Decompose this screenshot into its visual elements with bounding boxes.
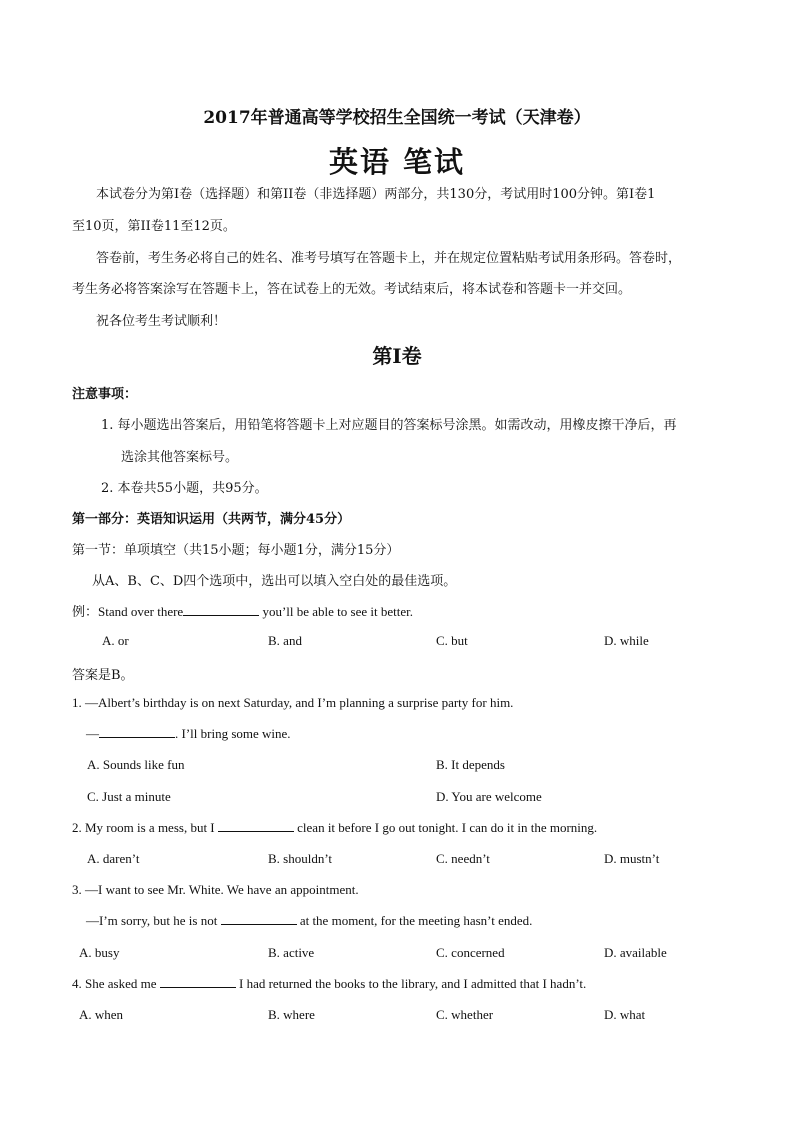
question-1-line-2-pre: — bbox=[86, 726, 99, 741]
notes-item-2: 2. 本卷共55小题，共95分。 bbox=[101, 481, 268, 496]
question-1-option-b: B. It depends bbox=[436, 757, 505, 772]
intro-paragraph-3: 祝各位考生考试顺利！ bbox=[96, 314, 227, 329]
question-3-option-b: B. active bbox=[268, 945, 315, 960]
answer-blank bbox=[183, 604, 259, 616]
question-1-option-c: C. Just a minute bbox=[87, 789, 171, 804]
question-4-option-c: C. whether bbox=[436, 1007, 494, 1022]
exam-subtitle: 英语 笔试 bbox=[328, 145, 466, 179]
answer-blank bbox=[218, 820, 294, 832]
intro-paragraph-1-line-2: 至10页，第II卷11至12页。 bbox=[72, 219, 236, 234]
question-3-line-1: 3. —I want to see Mr. White. We have an appointment. bbox=[72, 882, 359, 897]
question-4-option-a: A. when bbox=[79, 1007, 124, 1022]
exam-title: 2017年普通高等学校招生全国统一考试（天津卷） bbox=[203, 108, 591, 128]
example-option-b: B. and bbox=[268, 633, 302, 648]
question-3-line-2-pre: —I’m sorry, but he is not bbox=[86, 913, 221, 928]
question-3-line-2-post: at the moment, for the meeting hasn’t ended. bbox=[296, 913, 533, 928]
question-4-option-b: B. where bbox=[268, 1007, 315, 1022]
example-stem bbox=[72, 601, 413, 620]
notes-item-1-line-2: 选涂其他答案标号。 bbox=[121, 450, 239, 465]
question-2-option-b: B. shouldn’t bbox=[268, 851, 333, 866]
example-option-c: C. but bbox=[436, 633, 468, 648]
intro-paragraph-2-line-2: 考生务必将答案涂写在答题卡上，答在试卷上的无效。考试结束后，将本试卷和答题卡一并交回。 bbox=[72, 282, 632, 297]
question-1-line-2 bbox=[86, 726, 291, 742]
part1-instruction: 从A、B、C、D四个选项中，选出可以填入空白处的最佳选项。 bbox=[92, 574, 457, 589]
question-2-line-1-post: clean it before I go out tonight. I can do it in the morning. bbox=[293, 820, 598, 835]
question-1-option-d: D. You are welcome bbox=[436, 789, 542, 804]
question-3-option-d: D. available bbox=[604, 945, 667, 960]
example-answer: 答案是B。 bbox=[72, 668, 134, 683]
notes-item-1-line-1: 1. 每小题选出答案后，用铅笔将答题卡上对应题目的答案标号涂黑。如需改动，用橡皮擦干净后，再 bbox=[101, 418, 677, 433]
question-2-line-1-pre: 2. My room is a mess, but I bbox=[72, 820, 218, 835]
question-3-option-a: A. busy bbox=[79, 945, 120, 960]
example-option-a: A. or bbox=[102, 633, 129, 648]
question-1-line-2-post: . I’ll bring some wine. bbox=[175, 726, 291, 741]
answer-blank bbox=[160, 976, 236, 988]
question-2-option-a: A. daren’t bbox=[87, 851, 140, 866]
question-2-line-1 bbox=[72, 820, 597, 836]
answer-blank bbox=[221, 913, 297, 925]
question-4-line-1-post: I had returned the books to the library, and I admitted that I hadn’t. bbox=[235, 976, 587, 991]
intro-paragraph-2-line-1: 答卷前，考生务必将自己的姓名、准考号填写在答题卡上，并在规定位置粘贴考试用条形码。答卷时， bbox=[96, 251, 682, 266]
intro-paragraph-1-line-1: 本试卷分为第I卷（选择题）和第II卷（非选择题）两部分，共130分，考试用时100分钟。第I卷1 bbox=[96, 187, 656, 202]
answer-blank bbox=[99, 726, 175, 738]
question-4-line-1 bbox=[72, 976, 586, 992]
question-3-option-c: C. concerned bbox=[436, 945, 505, 960]
notes-heading: 注意事项： bbox=[72, 387, 138, 402]
question-3-line-2 bbox=[86, 913, 532, 929]
question-1-line-1: 1. —Albert’s birthday is on next Saturday, and I’m planning a surprise party for him. bbox=[72, 695, 514, 710]
question-4-line-1-pre: 4. She asked me bbox=[72, 976, 160, 991]
example-stem-pre: 例：Stand over there bbox=[72, 604, 184, 619]
example-option-d: D. while bbox=[604, 633, 649, 648]
question-2-option-c: C. needn’t bbox=[436, 851, 490, 866]
question-1-option-a: A. Sounds like fun bbox=[87, 757, 185, 772]
example-stem-post: you’ll be able to see it better. bbox=[259, 604, 413, 619]
part1-heading: 第一部分：英语知识运用（共两节，满分45分） bbox=[72, 512, 351, 527]
section-title: 第I卷 bbox=[372, 344, 422, 368]
question-2-option-d: D. mustn’t bbox=[604, 851, 660, 866]
part1-subheading: 第一节：单项填空（共15小题；每小题1分，满分15分） bbox=[72, 543, 400, 558]
question-4-option-d: D. what bbox=[604, 1007, 646, 1022]
